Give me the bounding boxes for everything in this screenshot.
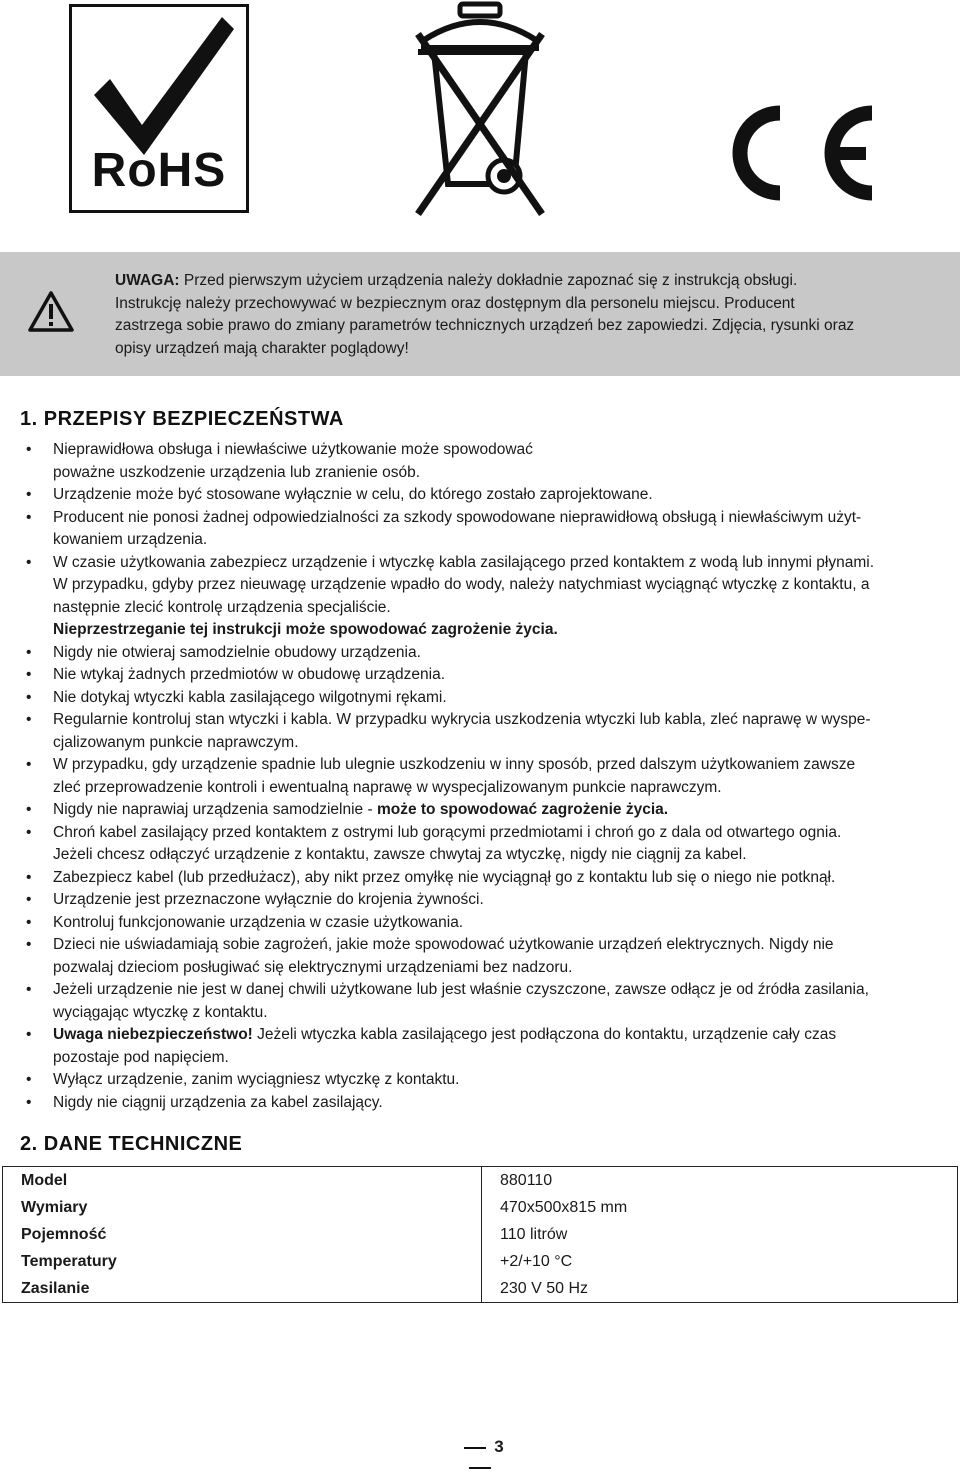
list-item: • Chroń kabel zasilający przed kontaktem z ostrymi lub gorącymi przedmiotami i chroń go z dala od otwartego ognia. Jeżeli chcesz odłączyć urządzenie z kontaktu, zawsze chwytaj za wtyczkę, nigdy nie ciągnij za kabel.: [26, 823, 842, 863]
list-item: • Dzieci nie uświadamiają sobie zagrożeń, jakie może spowodować użytkowanie urządzeń elektrycznych. Nigdy nie pozwalaj dzieciom posługiwać się elektrycznymi urządzeniami bez nadzoru.: [26, 936, 834, 976]
list-item: • W przypadku, gdy urządzenie spadnie lub ulegnie uszkodzeniu w inny sposób, przed dalszym użytkowaniem zawsze zleć przeprowadzenie kontroli i ewentualną naprawę w wyspecjalizowanym punkcie naprawczym.: [26, 756, 856, 796]
list-item: • Nigdy nie otwieraj samodzielnie obudowy urządzenia.: [26, 643, 421, 661]
list-item: • Nie dotykaj wtyczki kabla zasilającego wilgotnymi rękami.: [26, 688, 447, 706]
technical-data-table: [2, 1166, 958, 1303]
list-item: • Urządzenie może być stosowane wyłącznie w celu, do którego zostało zaprojektowane.: [26, 486, 653, 503]
rohs-label: RoHS: [91, 144, 227, 197]
list-item: • Nigdy nie ciągnij urządzenia za kabel zasilający.: [26, 1093, 383, 1111]
list-item: • Uwaga niebezpieczeństwo! Jeżeli wtyczka kabla zasilającego jest podłączona do kontaktu, urządzenie cały czas pozostaje pod napięciem.: [26, 1026, 837, 1066]
table-row: Zasilanie 230 V 50 Hz: [3, 1275, 958, 1303]
table-row: Pojemność 110 litrów: [3, 1221, 958, 1248]
list-item: • W czasie użytkowania zabezpiecz urządzenie i wtyczkę kabla zasilającego przed kontaktem z wodą lub innymi płynami. W przypadku, gdyby przez nieuwagę urządzenie wpadło do wody, należy natychmiast wyciągnąć wtyczkę z kontaktu, a następnie zlecić kontrolę urządzenia specjaliście. Nieprzestrzeganie tej instrukcji może spowodować zagrożenie życia.: [26, 553, 875, 638]
list-item: • Regularnie kontroluj stan wtyczki i kabla. W przypadku wykrycia uszkodzenia wtyczki lub kabla, zleć naprawę w wyspe- cjalizowanym punkcie naprawczym.: [26, 711, 871, 751]
list-item: • Nie wtykaj żadnych przedmiotów w obudowę urządzenia.: [26, 666, 446, 683]
list-item: • Jeżeli urządzenie nie jest w danej chwili użytkowane lub jest właśnie czyszczone, zawsze odłącz je od źródła zasilania, wyciągając wtyczkę z kontaktu.: [26, 981, 869, 1021]
table-row: Model 880110: [3, 1167, 958, 1195]
warning-line-1: UWAGA: Przed pierwszym użyciem urządzenia należy dokładnie zapoznać się z instrukcją obsługi.: [115, 272, 798, 289]
list-item: • Urządzenie jest przeznaczone wyłącznie do krojenia żywności.: [26, 891, 484, 908]
warning-triangle-icon: [27, 290, 75, 334]
table-row: Wymiary 470x500x815 mm: [3, 1194, 958, 1221]
warning-text: [115, 270, 955, 360]
list-item: • Producent nie ponosi żadnej odpowiedzialności za szkody spowodowane nieprawidłową obsługą i niewłaściwym użyt- kowaniem urządzenia.: [26, 508, 862, 548]
table-row: Temperatury +2/+10 °C: [3, 1248, 958, 1275]
rohs-logo: [69, 4, 249, 213]
safety-rules-list: [22, 439, 952, 1114]
section-heading-technical-data: 2. DANE TECHNICZNE: [20, 1133, 243, 1155]
list-item: • Zabezpiecz kabel (lub przedłużacz), aby nikt przez omyłkę nie wyciągnął go z kontaktu lub się o niego nie potknął.: [26, 868, 836, 886]
list-item: • Wyłącz urządzenie, zanim wyciągniesz wtyczkę z kontaktu.: [26, 1071, 460, 1088]
section-heading-safety: 1. PRZEPISY BEZPIECZEŃSTWA: [20, 408, 344, 430]
warning-line-4: opisy urządzeń mają charakter poglądowy!: [115, 339, 409, 357]
certification-logos: [0, 0, 960, 240]
list-item: • Nigdy nie naprawiaj urządzenia samodzielnie - może to spowodować zagrożenie życia.: [26, 801, 669, 818]
list-item: • Nieprawidłowa obsługa i niewłaściwe użytkowanie może spowodować poważne uszkodzenie urządzenia lub zranienie osób.: [26, 441, 533, 481]
list-item: • Kontroluj funkcjonowanie urządzenia w czasie użytkowania.: [26, 913, 464, 931]
warning-line-3: zastrzega sobie prawo do zmiany parametrów technicznych urządzeń bez zapowiedzi. Zdjęcia, rysunki oraz: [115, 317, 855, 334]
warning-line-2: Instrukcję należy przechowywać w bezpiecznym oraz dostępnym dla personelu miejscu. Producent: [115, 294, 795, 312]
page-number: 3: [440, 1437, 520, 1477]
crossed-out-wheelie-bin-icon: [404, 0, 564, 222]
warning-label: UWAGA:: [115, 272, 180, 289]
checkmark-icon: [72, 7, 246, 157]
ce-mark-logo: [718, 105, 880, 201]
